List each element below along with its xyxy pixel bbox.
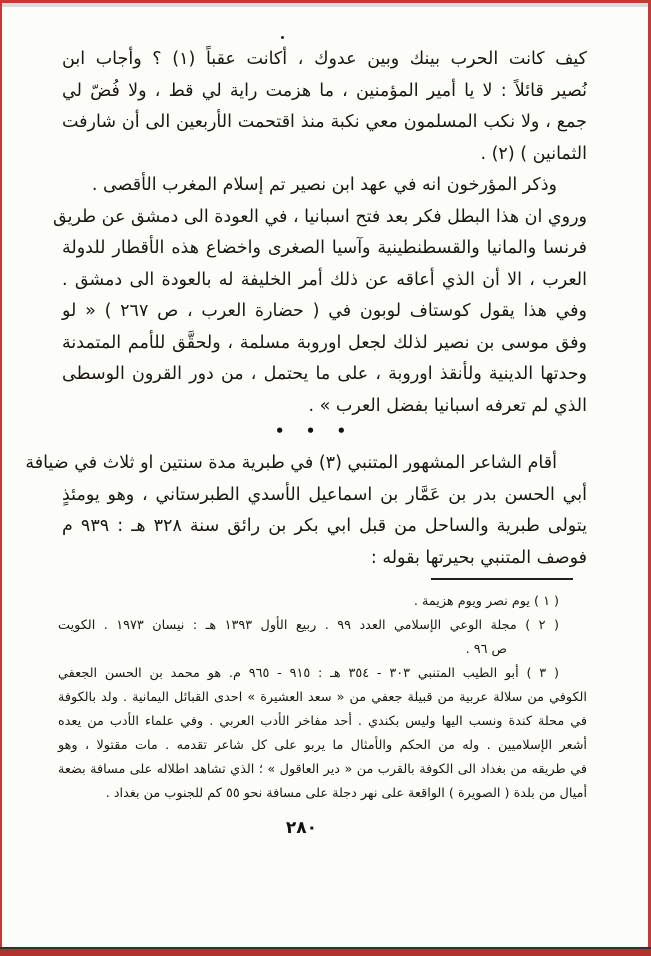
text-line: وفي هذا يقول كوستاف لوبون في ( حضارة العرب ، ص ٢٦٧ ) « لو	[62, 301, 587, 321]
text-line: فرنسا والمانيا والقسطنطينية وآسيا الصغرى واخضاع هذه الأقطار للدولة	[62, 238, 587, 258]
text-line: وفق موسى بن نصير لذلك لجعل اوروبة مسلمة ، ولحقَّق للأمم المتمدنة	[62, 332, 587, 353]
text-line: جمع ، ولا نكب المسلمون معي نكبة منذ اقتحمت الأربعين الى أن شارفت	[62, 112, 587, 132]
text-line: أقام الشاعر المشهور المتنبي (٣) في طبرية مدة سنتين او ثلاث في ضيافة	[25, 453, 557, 473]
text-line: نُصير قائلاً : لا يا أمير المؤمنين ، ما هزمت راية لي قط ، ولا فُضّ لي	[62, 80, 587, 101]
footnote-divider	[431, 578, 573, 580]
footnote-line: في طريقه من بغداد الى الكوفة بالقرب من « دير العاقول » ؛ الذي تشاهد اطلاله على مسافة بضعة	[58, 762, 587, 777]
footnote-line: في محلة كندة ونسب اليها وليس بكندي . أحد مفاخر الأدب العربي . وفي علماء الأدب من يعده	[58, 714, 587, 729]
text-line: الذي لم تعرفه اسبانيا بفضل العرب » .	[308, 395, 587, 416]
main-text-block-2	[25, 448, 587, 574]
text-line: وذكر المؤرخون انه في عهد ابن نصير تم إسلام المغرب الأقصى .	[91, 175, 557, 195]
footnote-line: أميال من بلدة ( الصويرة ) الواقعة على نهر دجلة على مسافة نحو ٥٥ كم للجنوب من بغداد .	[105, 786, 587, 801]
footnote-line: الكوفي من سلالة عربية من قبيلة جعفي من « سعد العشيرة » احدى القبائل اليمانية . ولد بالكوفة	[58, 690, 587, 705]
page-number: ٢٨٠	[285, 818, 318, 838]
footnote-line: ( ٢ ) مجلة الوعي الإسلامي العدد ٩٩ . ربيع الأول ١٣٩٣ هـ : نيسان ١٩٧٣ . الكويت	[58, 618, 560, 633]
section-separator-dots: • • •	[274, 422, 347, 440]
text-line: أبي الحسن بدر بن عَمَّار بن اسماعيل الأسدي الطبرستاني ، وهو يومئذٍ	[62, 484, 587, 505]
footnote-line: ص ٩٦ .	[465, 642, 507, 657]
page-frame-bottom	[0, 947, 651, 956]
text-line: الثمانين ) (٢) .	[480, 143, 587, 164]
footnote-line: ( ٣ ) أبو الطيب المتنبي ٣٠٣ - ٣٥٤ هـ : ٩١٥ - ٩٦٥ م. هو محمد بن الحسن الجعفي	[58, 666, 559, 681]
text-line: فوصف المتنبي بحيرتها بقوله :	[370, 547, 587, 568]
ink-speck	[281, 36, 284, 39]
main-text-block	[53, 44, 588, 422]
text-line: يتولى طبرية والساحل من قبل ابي بكر بن رائق سنة ٣٢٨ هـ : ٩٣٩ م	[62, 516, 587, 536]
page-frame-top-shadow	[0, 3, 651, 7]
footnotes-block	[58, 590, 587, 806]
text-line: كيف كانت الحرب بينك وبين عدوك ، أكانت عقباً (١) ؟ وأجاب ابن	[62, 49, 588, 69]
text-line: العرب ، الا أن الذي أعاقه عن ذلك أمر الخليفة له بالعودة الى دمشق .	[62, 269, 587, 290]
page-frame-left	[0, 0, 2, 956]
footnote-line: ( ١ ) يوم نصر ويوم هزيمة .	[413, 594, 559, 609]
text-line: وحدتها الدينية ولأنقذ اوروبة ، على ما يحتمل ، من دور القرون الوسطى	[62, 364, 587, 384]
footnote-line: أشعر الإسلاميين . وله من الحكم والأمثال ما يربو على كل شاعر تقدمه . مات مقتولا ، وهو	[58, 738, 587, 753]
text-line: وروي ان هذا البطل فكر بعد فتح اسبانيا ، في العودة الى دمشق عن طريق	[53, 206, 587, 227]
